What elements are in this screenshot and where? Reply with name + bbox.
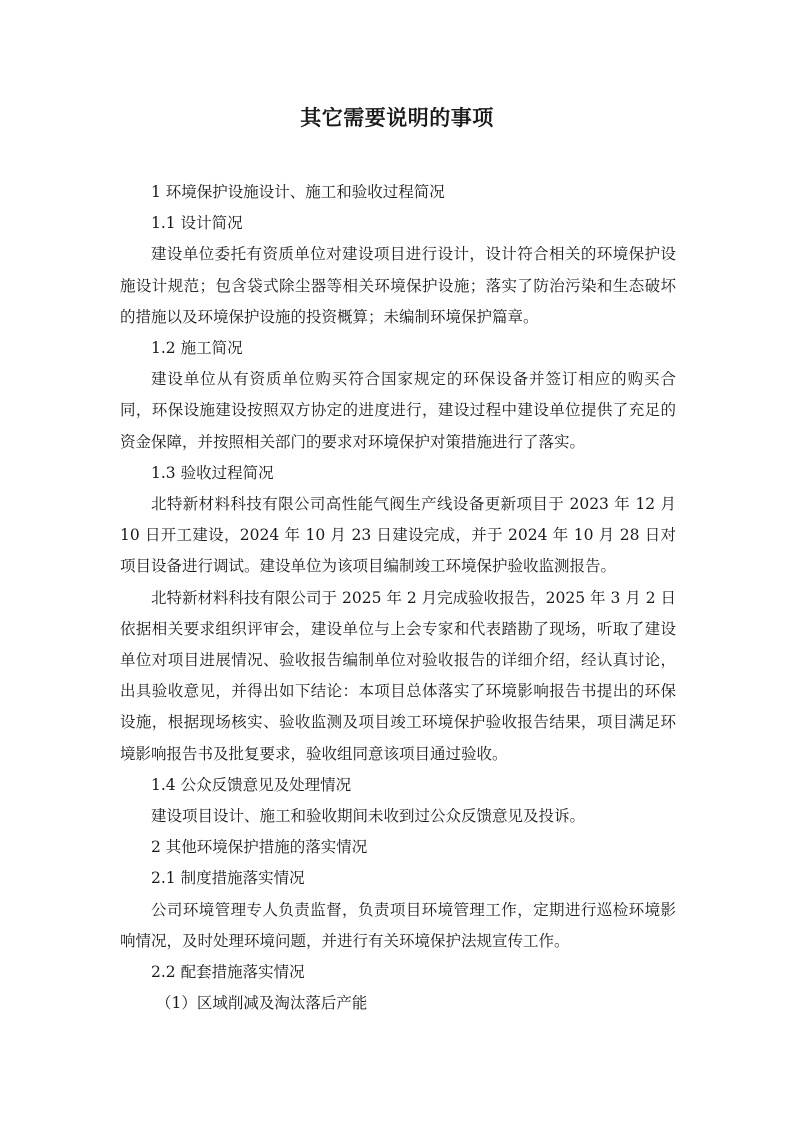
paragraph-management-system: 公司环境管理专人负责监督，负责项目环境管理工作，定期进行巡检环境影响情况，及时处理环境问题，并进行有关环境保护法规宣传工作。 (120, 900, 676, 950)
section-heading-1: 1 环境保护设施设计、施工和验收过程简况 (151, 183, 445, 201)
subsection-heading-2-1: 2.1 制度措施落实情况 (151, 869, 305, 888)
subsection-heading-1-2: 1.2 施工简况 (151, 339, 243, 358)
paragraph-public-feedback: 建设项目设计、施工和验收期间未收到过公众反馈意见及投诉。 (151, 807, 586, 826)
document-title: 其它需要说明的事项 (300, 105, 494, 130)
list-item-regional-reduction: （1）区域削减及淘汰落后产能 (156, 994, 368, 1013)
document-body (120, 177, 676, 1019)
paragraph-design-overview: 建设单位委托有资质单位对建设项目进行设计，设计符合相关的环境保护设施设计规范；包含袋式除尘器等相关环境保护设施；落实了防治污染和生态破坏的措施以及环境保护设施的投资概算；未编制环境保护篇章。 (120, 245, 676, 326)
paragraph-acceptance-review: 北特新材料科技有限公司于 2025 年 2 月完成验收报告，2025 年 3 月 2 日依据相关要求组织评审会，建设单位与上会专家和代表踏勘了现场，听取了建设单位对项目进展情况、验收报告编制单位对验收报告的详细介绍，经认真讨论，出具验收意见，并得出如下结论：本项目总体落实了环境影响报告书提出的环保设施，根据现场核实、验收监测及项目竣工环境保护验收报告结果，项目满足环境影响报告书及批复要求，验收组同意该项目通过验收。 (120, 588, 676, 763)
section-heading-2: 2 其他环境保护措施的落实情况 (151, 838, 368, 857)
subsection-heading-1-3: 1.3 验收过程简况 (151, 463, 274, 482)
paragraph-acceptance-timeline: 北特新材料科技有限公司高性能气阀生产线设备更新项目于 2023 年 12 月 10 日开工建设，2024 年 10 月 23 日建设完成，并于 2024 年 10 月 28 日对项目设备进行调试。建设单位为该项目编制竣工环境保护验收监测报告。 (120, 495, 676, 576)
subsection-heading-1-4: 1.4 公众反馈意见及处理情况 (151, 775, 352, 794)
paragraph-construction-overview: 建设单位从有资质单位购买符合国家规定的环保设备并签订相应的购买合同，环保设施建设按照双方协定的进度进行，建设过程中建设单位提供了充足的资金保障，并按照相关部门的要求对环境保护对策措施进行了落实。 (120, 370, 676, 451)
subsection-heading-1-1: 1.1 设计简况 (151, 214, 243, 233)
subsection-heading-2-2: 2.2 配套措施落实情况 (151, 963, 305, 982)
